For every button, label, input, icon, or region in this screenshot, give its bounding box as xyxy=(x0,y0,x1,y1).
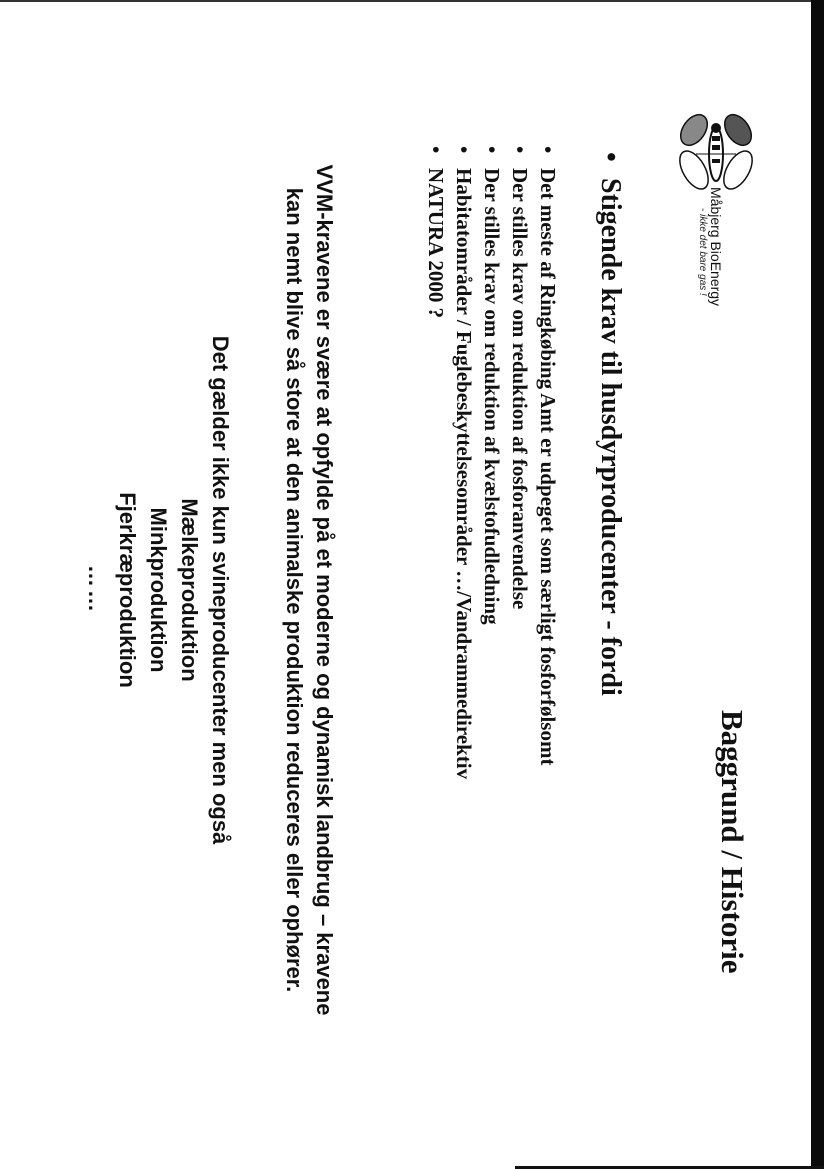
bullet-icon: • xyxy=(480,146,504,154)
list-item-text: Der stilles krav om reduktion af kvælstofudledning xyxy=(480,168,504,625)
dragonfly-icon xyxy=(676,112,756,194)
list-item xyxy=(478,146,506,779)
logo-tagline: - ikke det bare gas ! xyxy=(697,208,708,296)
ellipsis: …… xyxy=(84,565,109,615)
list-item-text: NATURA 2000 ? xyxy=(424,168,448,319)
list-item xyxy=(450,146,478,779)
bullet-list xyxy=(422,146,562,779)
vvm-paragraph: VVM-kravene er svære at opfylde på et moderne og dynamisk landbrug – kravene kan nemt blive så store at den animalske produktion reduceres eller ophører. xyxy=(282,164,337,1016)
production-item: Mælkeproduktion xyxy=(177,498,202,682)
slide-title: Baggrund / Historie xyxy=(715,710,750,974)
production-intro: Det gælder ikke kun svineproducenter men også xyxy=(208,335,233,845)
production-list xyxy=(81,270,236,910)
list-item-text: Der stilles krav om reduktion af fosforanvendelse xyxy=(508,168,532,610)
list-item xyxy=(422,146,450,779)
production-item: Fjerkræproduktion xyxy=(115,492,140,688)
list-item xyxy=(506,146,534,779)
list-item xyxy=(534,146,562,779)
section-heading-text: Stigende krav til husdyrproducenter - fordi xyxy=(595,178,626,696)
logo-company-name: Måbjerg BioEnergy xyxy=(708,187,724,307)
bullet-icon: • xyxy=(508,146,532,154)
bullet-icon: • xyxy=(452,146,476,154)
section-heading xyxy=(594,152,626,696)
list-item-text: Det meste af Ringkøbing Amt er udpeget som særligt fosforfølsomt xyxy=(536,168,560,766)
production-item: Minkproduktion xyxy=(146,507,171,673)
bullet-icon: • xyxy=(536,146,560,154)
list-item-text: Habitatområder / Fuglebeskyttelsesområder …/Vandrammedirektiv xyxy=(452,168,476,780)
bullet-icon: • xyxy=(424,146,448,154)
bullet-icon: • xyxy=(595,152,626,162)
